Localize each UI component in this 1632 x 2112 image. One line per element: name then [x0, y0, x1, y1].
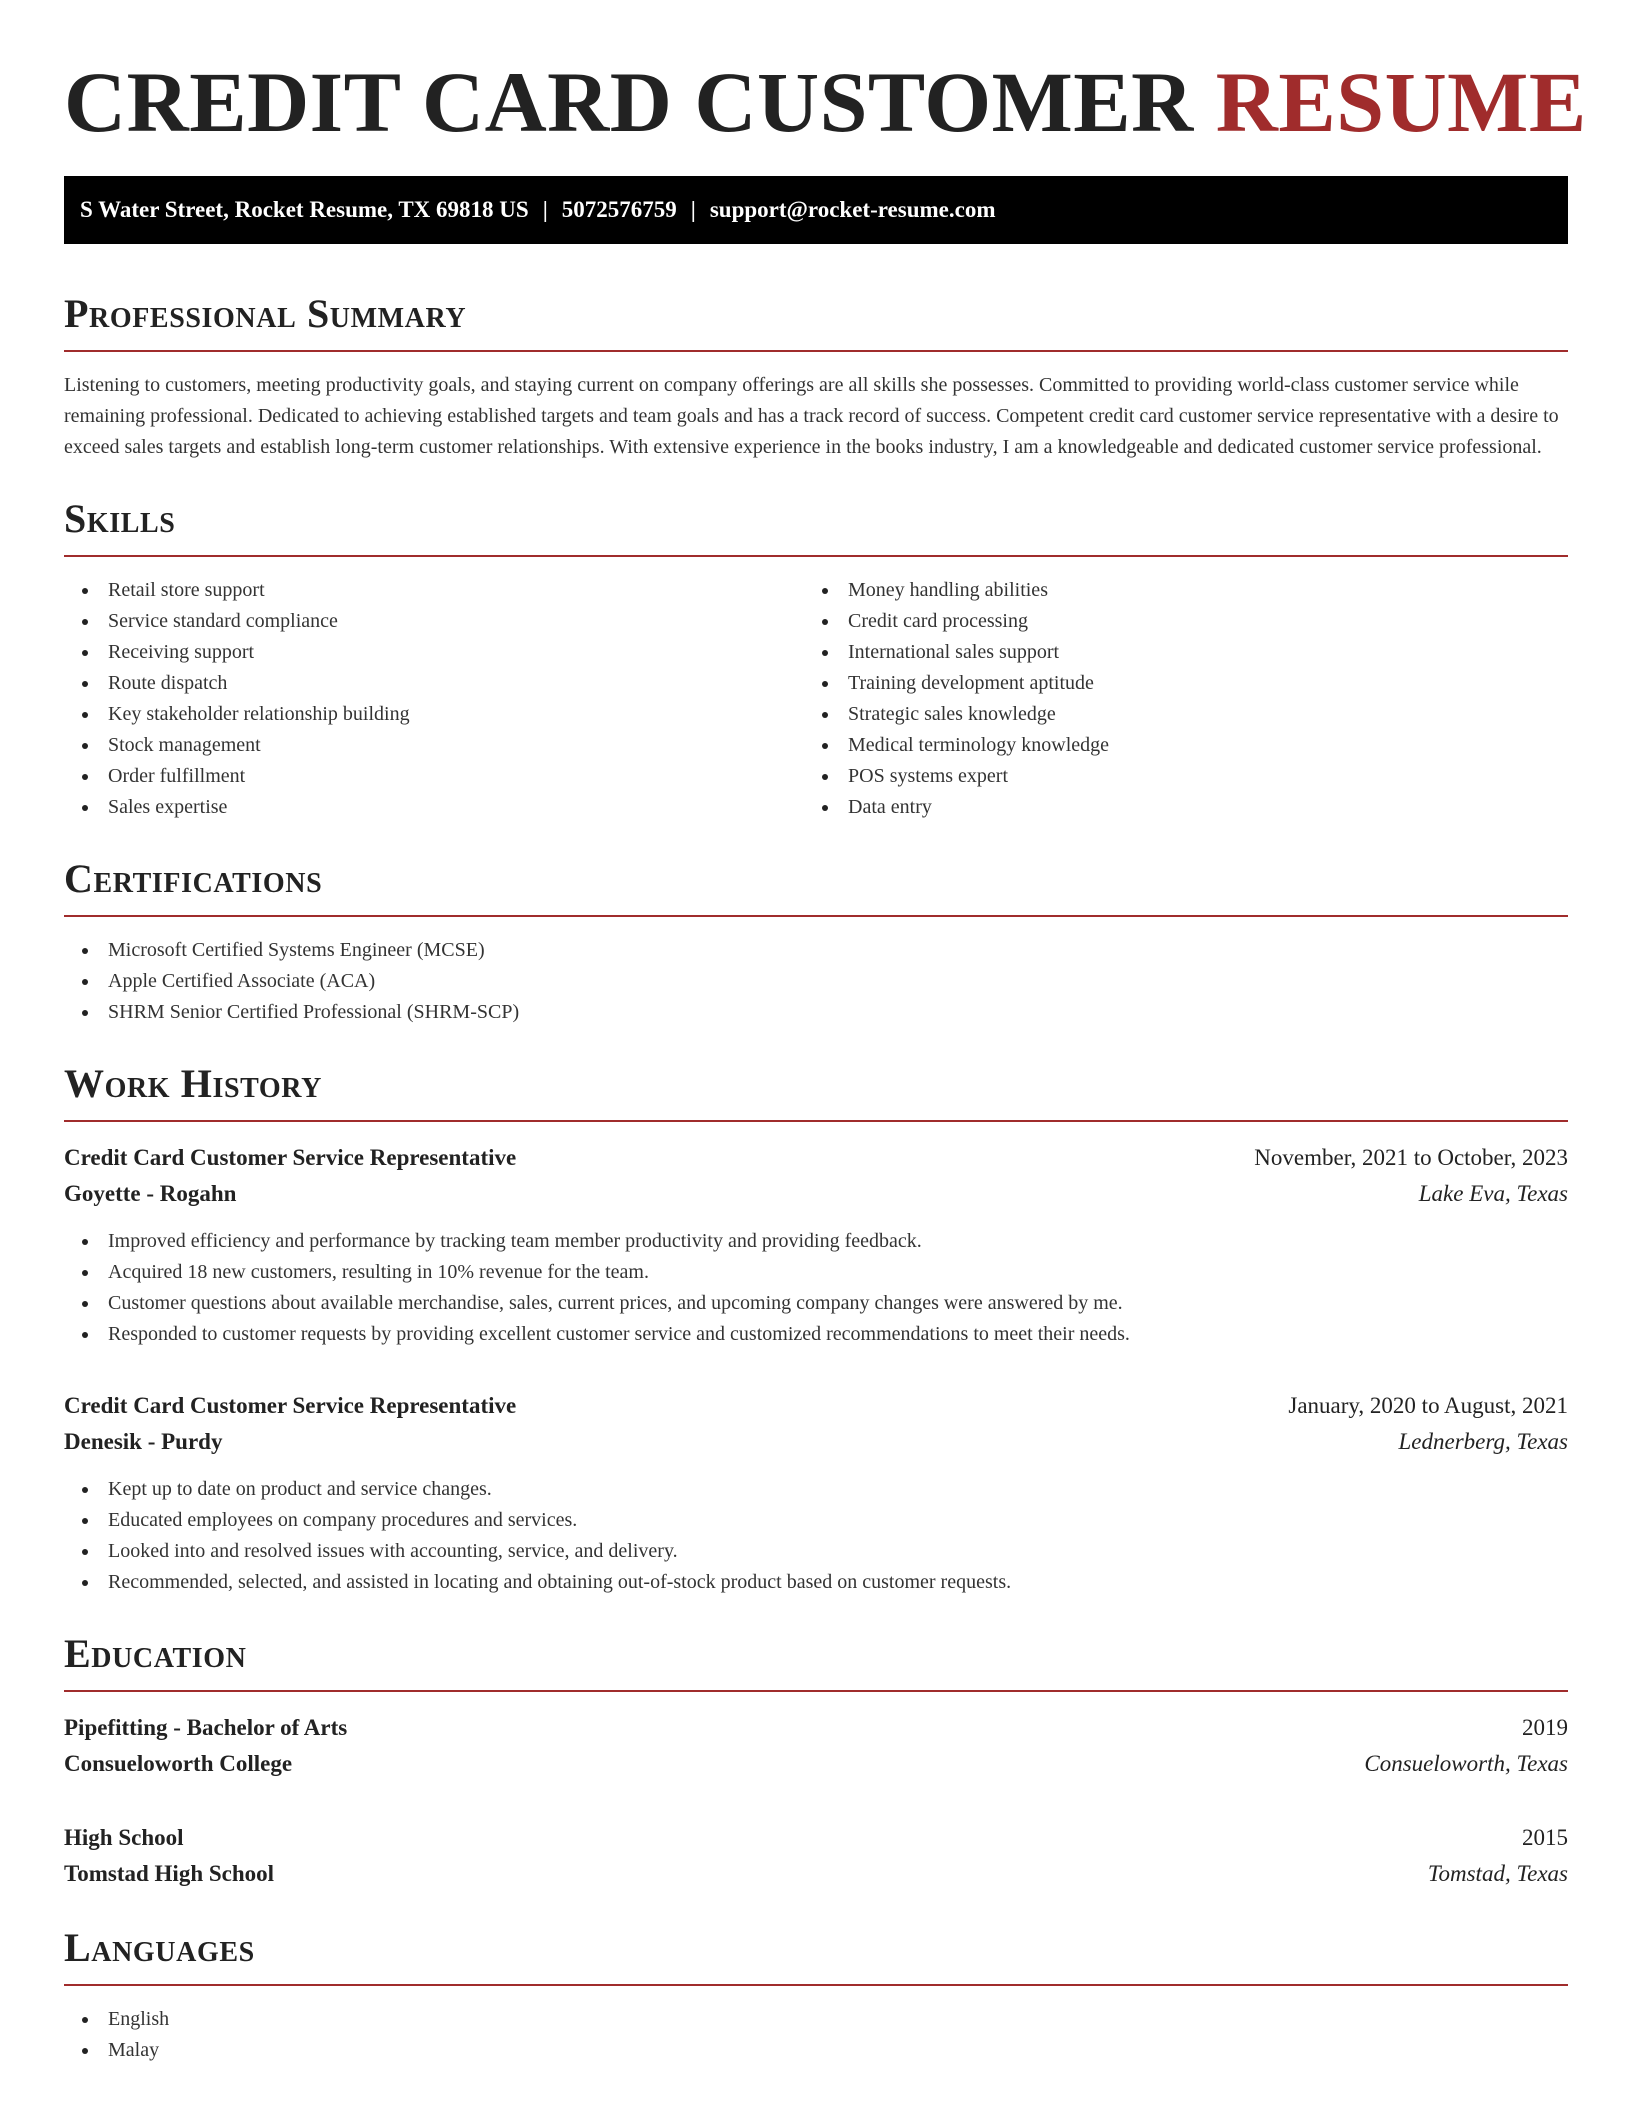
education-entry	[64, 1820, 1568, 1892]
skill-item: Receiving support	[64, 637, 804, 668]
job-bullet: Improved efficiency and performance by tracking team member productivity and providing feedback.	[64, 1226, 1568, 1257]
job-entry	[64, 1140, 1568, 1350]
skills-section	[64, 493, 1568, 823]
skills-heading: Skills	[64, 496, 176, 541]
job-bullet: Acquired 18 new customers, resulting in 10% revenue for the team.	[64, 1257, 1568, 1288]
skill-item: Strategic sales knowledge	[804, 699, 1568, 730]
contact-address: S Water Street, Rocket Resume, TX 69818 US	[80, 197, 529, 222]
education-heading: Education	[64, 1631, 247, 1676]
skill-item: POS systems expert	[804, 761, 1568, 792]
certifications-heading: Certifications	[64, 856, 323, 901]
job-bullets	[64, 1226, 1568, 1350]
contact-bar	[64, 176, 1568, 244]
skill-item: Money handling abilities	[804, 575, 1568, 606]
section-divider	[64, 350, 1568, 352]
resume-title	[64, 0, 1587, 176]
skills-grid	[64, 557, 1568, 823]
section-divider	[64, 915, 1568, 917]
job-company-row	[64, 1176, 1568, 1212]
education-school: Tomstad High School	[64, 1861, 275, 1886]
job-bullet: Responded to customer requests by providing excellent customer service and customized recommendations to meet their needs.	[64, 1319, 1568, 1350]
job-bullet: Looked into and resolved issues with accounting, service, and delivery.	[64, 1536, 1568, 1567]
skill-item: Credit card processing	[804, 606, 1568, 637]
education-school-row	[64, 1856, 1568, 1892]
work-history-section	[64, 1058, 1568, 1598]
certification-item: Apple Certified Associate (ACA)	[64, 966, 1568, 997]
language-item: Malay	[64, 2035, 1568, 2066]
section-divider	[64, 1690, 1568, 1692]
education-degree: Pipefitting - Bachelor of Arts	[64, 1715, 348, 1740]
skill-item: Retail store support	[64, 575, 804, 606]
job-location: Lednerberg, Texas	[1398, 1429, 1568, 1454]
job-bullet: Customer questions about available merchandise, sales, current prices, and upcoming company changes were answered by me.	[64, 1288, 1568, 1319]
languages-heading: Languages	[64, 1925, 255, 1970]
education-degree: High School	[64, 1825, 184, 1850]
education-year: 2019	[1522, 1715, 1568, 1740]
section-divider	[64, 1120, 1568, 1122]
skill-item: Route dispatch	[64, 668, 804, 699]
certifications-list	[64, 935, 1568, 1028]
languages-section	[64, 1922, 1568, 2066]
job-bullets	[64, 1474, 1568, 1598]
skill-item: Data entry	[804, 792, 1568, 823]
skill-item: Medical terminology knowledge	[804, 730, 1568, 761]
summary-text: Listening to customers, meeting productivity goals, and staying current on company offerings are all skills she possesses. Committed to providing world-class customer service while remaining professional. Dedicated to achieving established targets and team goals and has a track record of success. Competent credit card customer service representative with a desire to exceed sales targets and establish long-term customer relationships. With extensive experience in the books industry, I am a knowledgeable and dedicated customer service professional.	[64, 374, 1559, 458]
skill-item: International sales support	[804, 637, 1568, 668]
job-title: Credit Card Customer Service Representative	[64, 1393, 517, 1418]
skill-item: Sales expertise	[64, 792, 804, 823]
job-company: Denesik - Purdy	[64, 1429, 223, 1454]
contact-email[interactable]: support@rocket-resume.com	[709, 197, 996, 222]
job-header-row	[64, 1388, 1568, 1424]
education-degree-row	[64, 1820, 1568, 1856]
education-location: Tomstad, Texas	[1427, 1861, 1568, 1886]
skill-item: Training development aptitude	[804, 668, 1568, 699]
job-entry	[64, 1388, 1568, 1598]
skills-list-left	[64, 575, 804, 823]
job-header-row	[64, 1140, 1568, 1176]
skill-item: Service standard compliance	[64, 606, 804, 637]
section-divider	[64, 1984, 1568, 1986]
education-location: Consueloworth, Texas	[1364, 1751, 1568, 1776]
job-location: Lake Eva, Texas	[1418, 1181, 1568, 1206]
job-bullet: Kept up to date on product and service changes.	[64, 1474, 1568, 1505]
education-section	[64, 1628, 1568, 1892]
summary-section	[64, 288, 1568, 463]
education-year: 2015	[1522, 1825, 1568, 1850]
skills-list-right	[804, 575, 1568, 823]
certification-item: SHRM Senior Certified Professional (SHRM-SCP)	[64, 997, 1568, 1028]
education-school-row	[64, 1746, 1568, 1782]
skill-item: Stock management	[64, 730, 804, 761]
job-company-row	[64, 1424, 1568, 1460]
title-main: CREDIT CARD CUSTOMER	[64, 54, 1194, 150]
education-degree-row	[64, 1710, 1568, 1746]
summary-heading: Professional Summary	[64, 291, 467, 336]
language-item: English	[64, 2004, 1568, 2035]
job-dates: January, 2020 to August, 2021	[1288, 1393, 1568, 1418]
job-bullet: Educated employees on company procedures and services.	[64, 1505, 1568, 1536]
job-company: Goyette - Rogahn	[64, 1181, 237, 1206]
contact-separator: |	[542, 197, 548, 222]
certification-item: Microsoft Certified Systems Engineer (MCSE)	[64, 935, 1568, 966]
contact-phone[interactable]: 5072576759	[561, 197, 677, 222]
certifications-section	[64, 853, 1568, 1028]
job-dates: November, 2021 to October, 2023	[1254, 1145, 1568, 1170]
title-accent: RESUME	[1215, 54, 1587, 150]
contact-separator: |	[690, 197, 696, 222]
work-history-heading: Work History	[64, 1061, 322, 1106]
job-title: Credit Card Customer Service Representative	[64, 1145, 517, 1170]
languages-list	[64, 2004, 1568, 2066]
education-school: Consueloworth College	[64, 1751, 293, 1776]
education-entry	[64, 1710, 1568, 1782]
job-bullet: Recommended, selected, and assisted in locating and obtaining out-of-stock product based on customer requests.	[64, 1567, 1568, 1598]
skill-item: Order fulfillment	[64, 761, 804, 792]
skill-item: Key stakeholder relationship building	[64, 699, 804, 730]
